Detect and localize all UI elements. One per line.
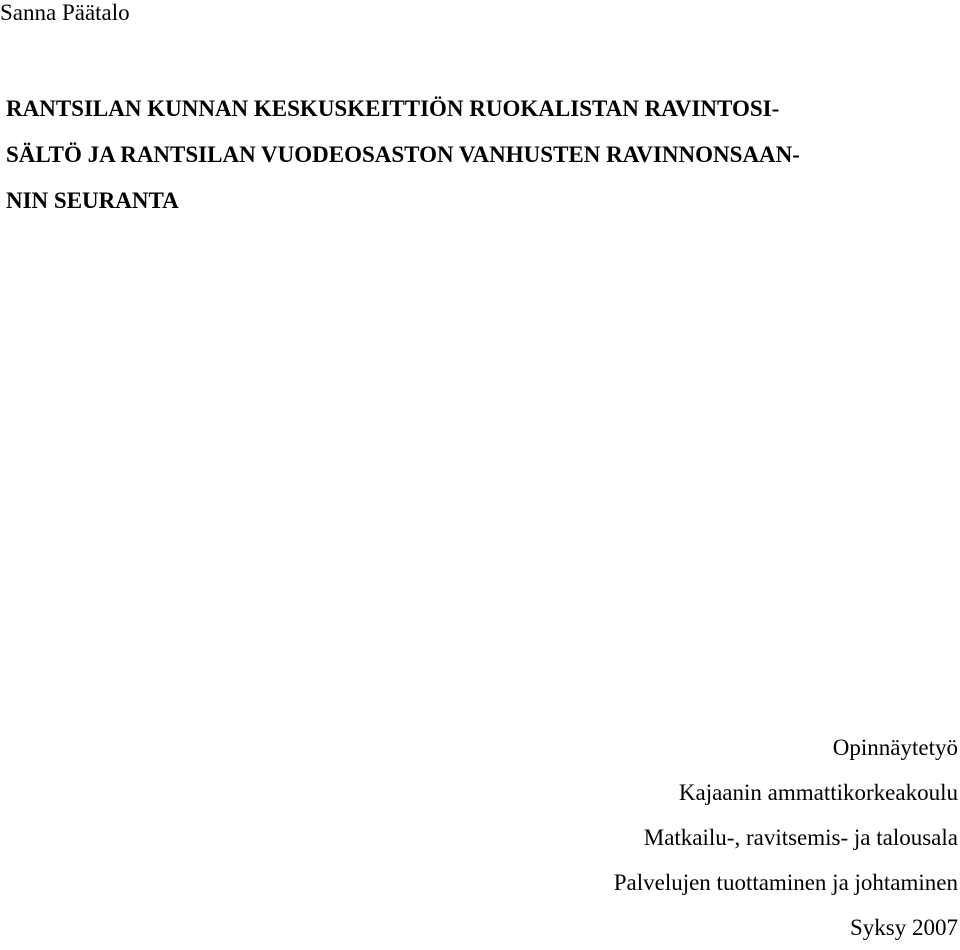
document-type: Opinnäytetyö [832,735,958,760]
thesis-title-line-1: RANTSILAN KUNNAN KESKUSKEITTIÖN RUOKALISTAN RAVINTOSI- [6,96,780,121]
date-term: Syksy 2007 [850,915,958,940]
thesis-title-line-2: SÄLTÖ JA RANTSILAN VUODEOSASTON VANHUSTEN RAVINNONSAAN- [6,142,800,167]
degree-program: Palvelujen tuottaminen ja johtaminen [613,870,958,895]
thesis-title-line-3: NIN SEURANTA [6,188,179,213]
thesis-meta-block [614,725,958,950]
thesis-title [6,86,800,224]
institution-name: Kajaanin ammattikorkeakoulu [678,780,958,805]
author-name: Sanna Päätalo [0,0,130,25]
field-of-study: Matkailu-, ravitsemis- ja talousala [643,825,958,850]
